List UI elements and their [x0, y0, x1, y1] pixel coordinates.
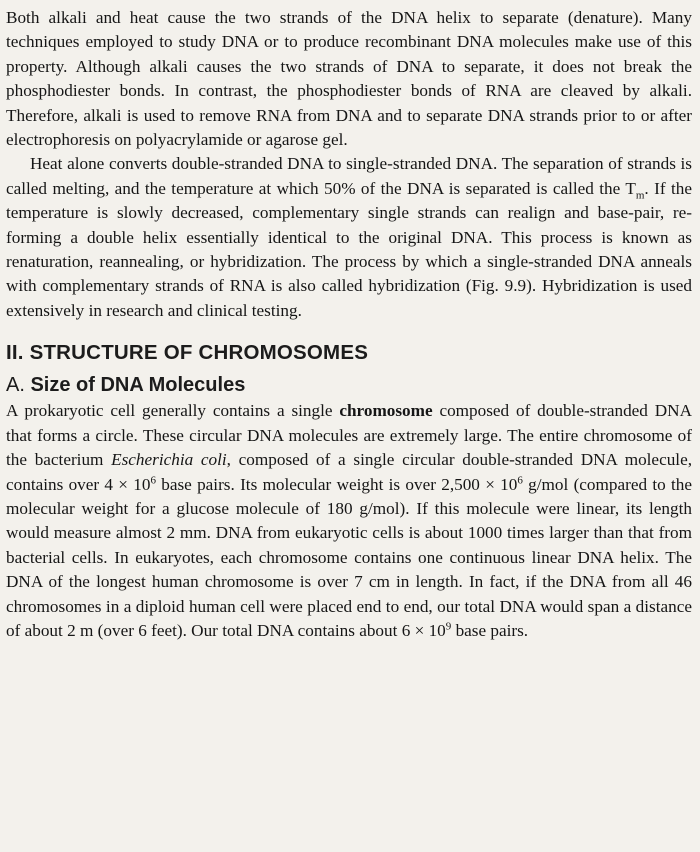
size-text-6: base pairs. — [451, 620, 529, 640]
species-name: Escherichia coli — [111, 450, 227, 470]
exponent-2: 6 — [517, 473, 523, 486]
paragraph-melting-hybridization — [6, 152, 692, 323]
size-text-4: base pairs. Its molecular weight is over 2,500 × 10 — [155, 474, 518, 494]
size-text-1: A prokaryotic cell generally contains a single — [6, 401, 340, 421]
melting-text-start: Heat alone converts double-stranded DNA to single-stranded DNA. The separation of strands is called melting, and the temperature at which 50% of the DNA is separated is called the T — [6, 154, 692, 198]
size-text-3: , composed of a single circular double-stranded DNA molecule, contains over 4 × 10 — [6, 450, 692, 494]
size-text-2: composed of double-stranded DNA that forms a circle. These circular DNA molecules are extremely large. The entire chromosome of the bacterium — [6, 401, 692, 470]
paragraph-denaturation: Both alkali and heat cause the two strands of the DNA helix to separate (denature). Many techniques employed to study DNA or to produce recombinant DNA molecules make use of this property. Although alkali causes the two strands of DNA to separate, it does not break the phosphodiester bonds. In contrast, the phosphodiester bonds of RNA are cleaved by alkali. Therefore, alkali is used to remove RNA from DNA and to separate DNA strands prior to or after electrophoresis on polyacrylamide or agarose gel. — [6, 8, 692, 150]
tm-subscript: m — [635, 189, 645, 202]
subsection-letter: A. — [6, 374, 25, 397]
subsection-heading — [6, 371, 692, 399]
melting-text-end: . If the temperature is slowly decreased, complementary single strands can realign and base-pair, re-forming a double helix essentially identical to the original DNA. This process is known as renaturation, reannealing, or hybridization. The process by which a single-stranded DNA anneals with complementary strands of RNA is also called hybridization (Fig. 9.9). Hybridization is used extensively in research and clinical testing. — [6, 178, 692, 320]
section-heading: II. STRUCTURE OF CHROMOSOMES — [6, 341, 369, 365]
subsection-title: Size of DNA Molecules — [30, 374, 246, 397]
exponent-1: 6 — [150, 473, 156, 486]
size-text-5: g/mol (compared to the molecular weight for a glucose molecule of 180 g/mol). If this molecule were linear, its length would measure almost 2 mm. DNA from eukaryotic cells is about 1000 times larger than that from bacterial cells. In eukaryotes, each chromosome contains one continuous linear DNA helix. The DNA of the longest human chromosome is over 7 cm in length. In fact, if the DNA from all 46 chromosomes in a diploid human cell were placed end to end, our total DNA would span a distance of about 2 m (over 6 feet). Our total DNA contains about 6 × 10 — [6, 474, 692, 640]
chromosome-term: chromosome — [339, 401, 433, 421]
exponent-3: 9 — [445, 620, 452, 633]
paragraph-dna-size — [6, 399, 692, 643]
